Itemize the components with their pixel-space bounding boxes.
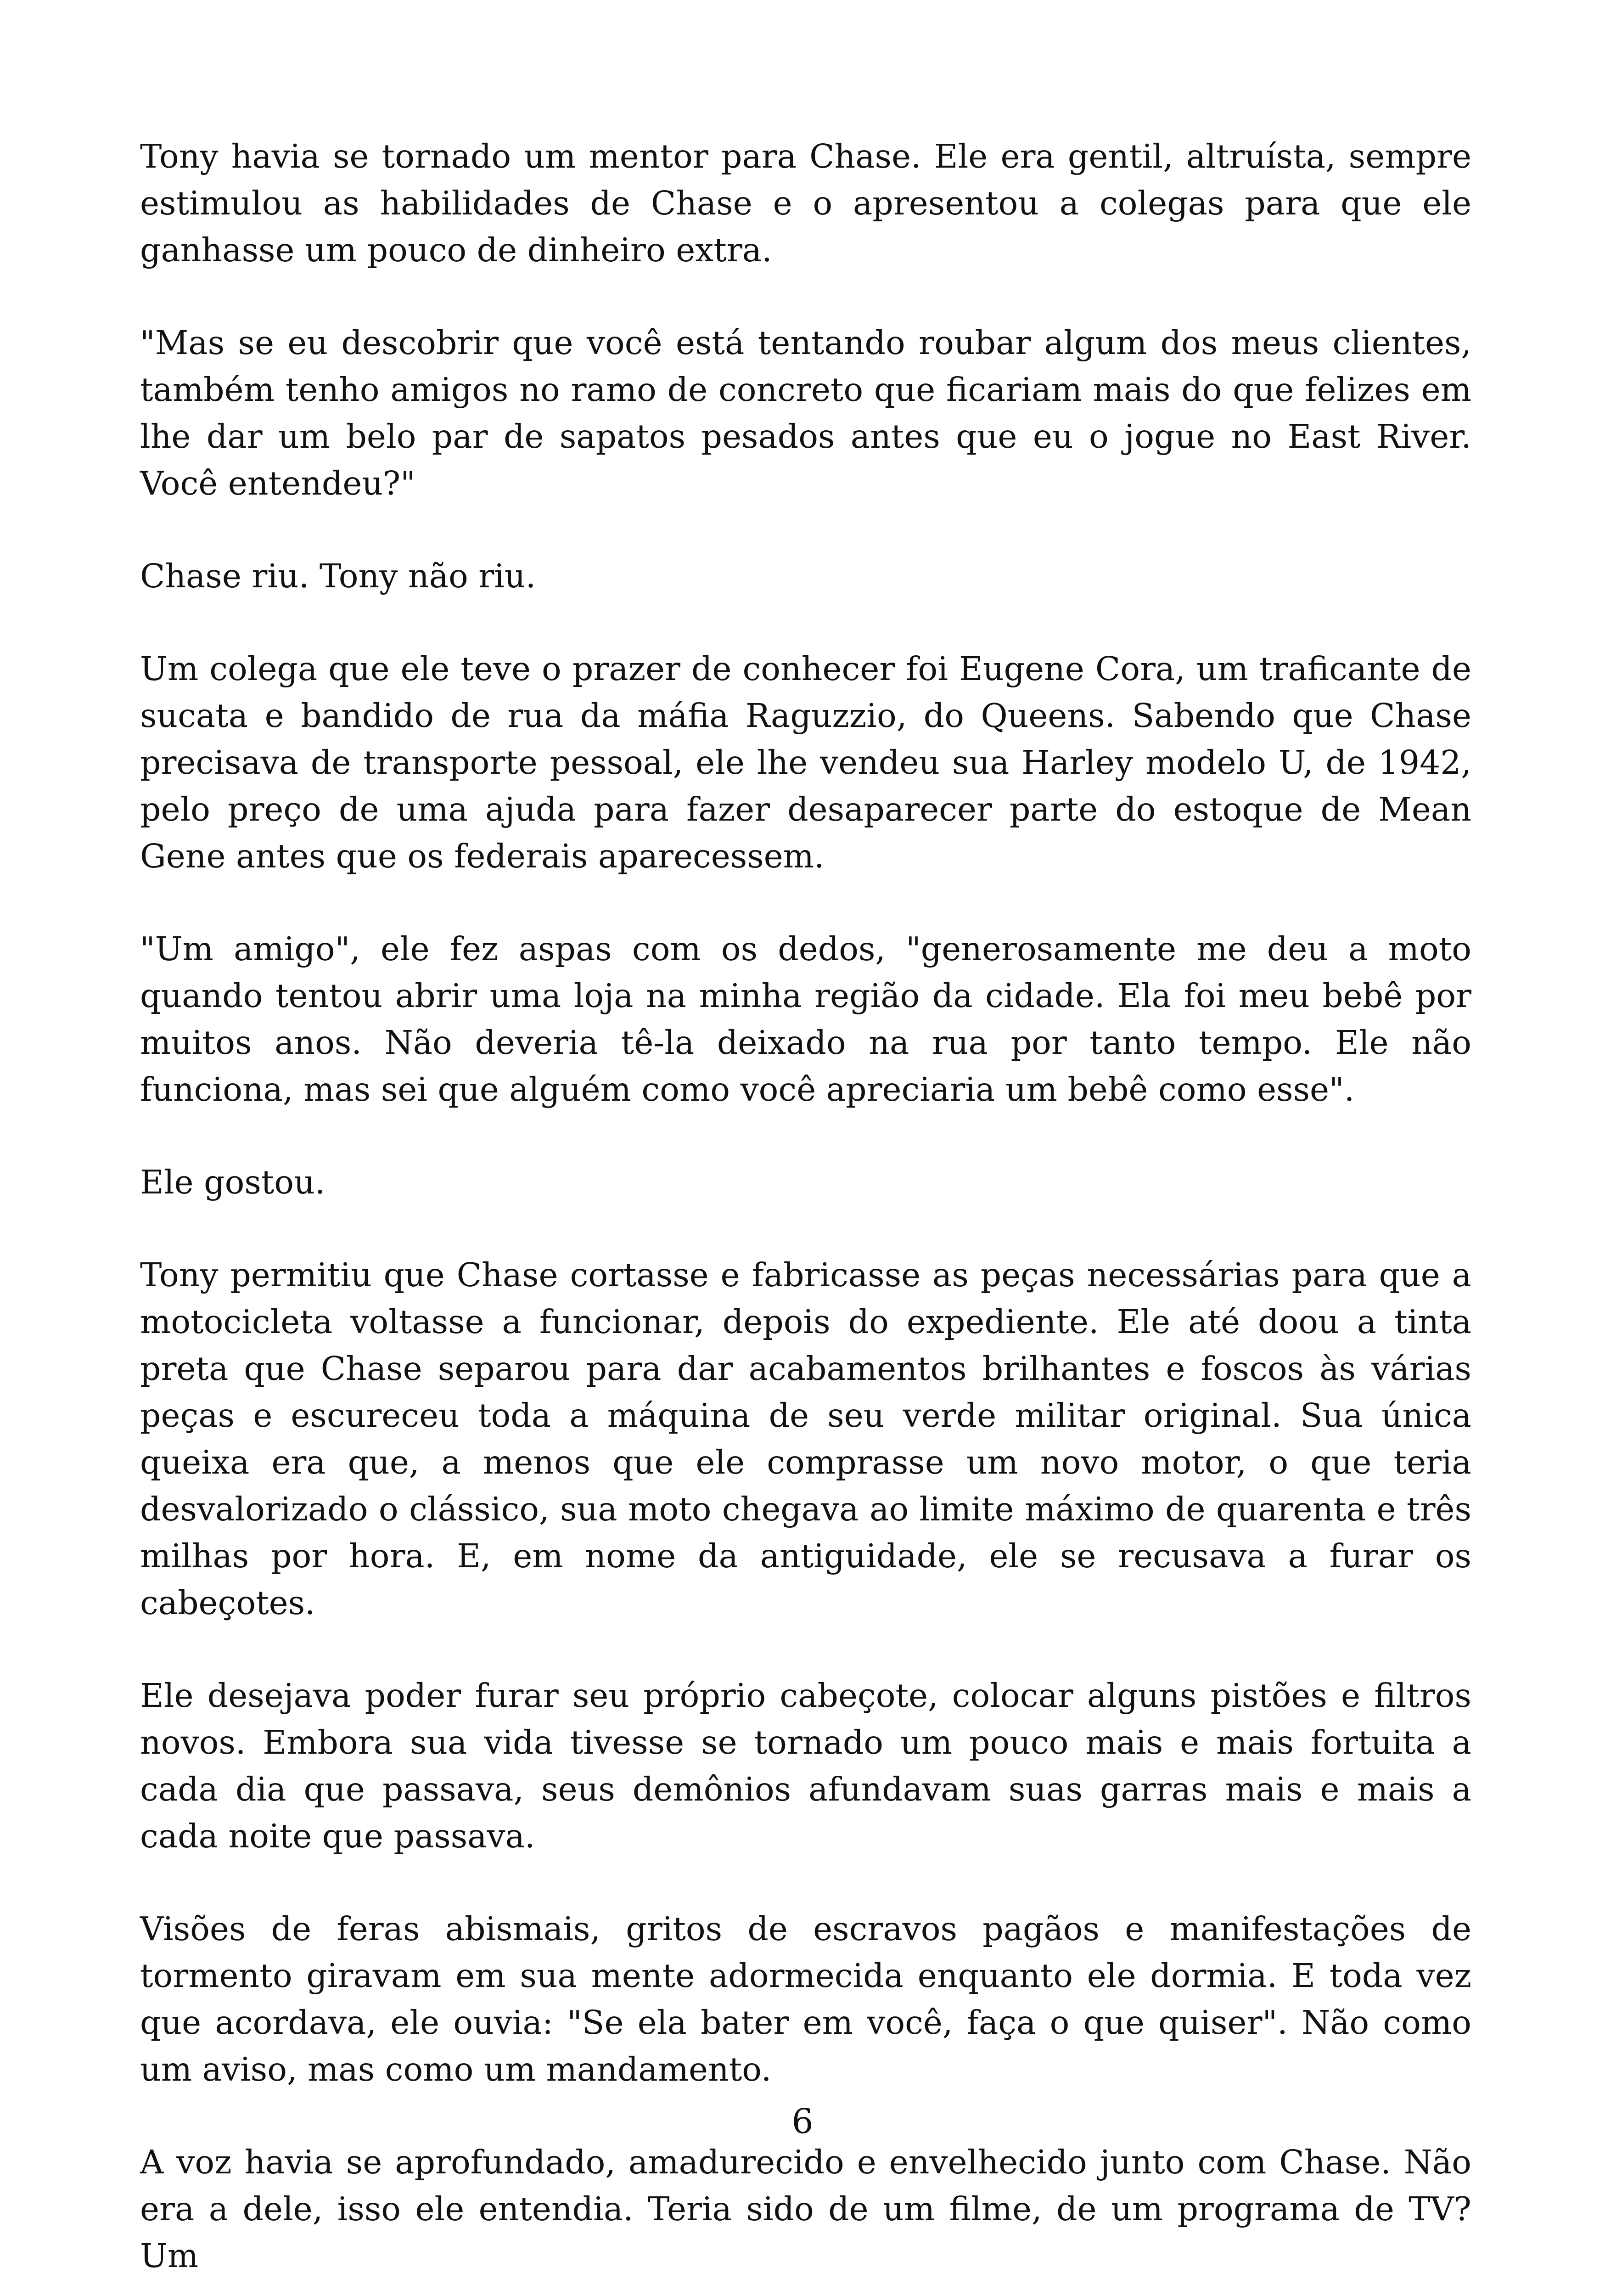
document-body [140,133,1471,2296]
paragraph-9: Visões de feras abismais, gritos de escravos pagãos e manifestações de tormento giravam em sua mente adormecida enquanto ele dormia. E toda vez que acordava, ele ouvia: "Se ela bater em você, faça o que quiser". Não como um aviso, mas como um mandamento. [140,1910,1471,2088]
paragraph-8: Ele desejava poder furar seu próprio cabeçote, colocar alguns pistões e filtros novos. Embora sua vida tivesse se tornado um pouco mais e mais fortuita a cada dia que passava, seus demônios afundavam suas garras mais e mais a cada noite que passava. [140,1677,1471,1855]
paragraph-2: "Mas se eu descobrir que você está tentando roubar algum dos meus clientes, também tenho amigos no ramo de concreto que ficariam mais do que felizes em lhe dar um belo par de sapatos pesados antes que eu o jogue no East River. Você entendeu?" [140,324,1471,502]
paragraph-6: Ele gostou. [140,1163,325,1201]
paragraph-4: Um colega que ele teve o prazer de conhecer foi Eugene Cora, um traficante de sucata e bandido de rua da máfia Raguzzio, do Queens. Sabendo que Chase precisava de transporte pessoal, ele lhe vendeu sua Harley modelo U, de 1942, pelo preço de uma ajuda para fazer desaparecer parte do estoque de Mean Gene antes que os federais aparecessem. [140,650,1471,875]
paragraph-3: Chase riu. Tony não riu. [140,557,536,595]
paragraph-1: Tony havia se tornado um mentor para Chase. Ele era gentil, altruísta, sempre estimulou as habilidades de Chase e o apresentou a colegas para que ele ganhasse um pouco de dinheiro extra. [140,137,1471,269]
paragraph-7: Tony permitiu que Chase cortasse e fabricasse as peças necessárias para que a motocicleta voltasse a funcionar, depois do expediente. Ele até doou a tinta preta que Chase separou para dar acabamentos brilhantes e foscos às várias peças e escureceu toda a máquina de seu verde militar original. Sua única queixa era que, a menos que ele comprasse um novo motor, o que teria desvalorizado o clássico, sua moto chegava ao limite máximo de quarenta e três milhas por hora. E, em nome da antiguidade, ele se recusava a furar os cabeçotes. [140,1256,1471,1622]
page-number: 6 [791,2102,814,2141]
paragraph-5: "Um amigo", ele fez aspas com os dedos, "generosamente me deu a moto quando tentou abrir uma loja na minha região da cidade. Ela foi meu bebê por muitos anos. Não deveria tê-la deixado na rua por tanto tempo. Ele não funciona, mas sei que alguém como você apreciaria um bebê como esse". [140,930,1471,1109]
paragraph-10: A voz havia se aprofundado, amadurecido e envelhecido junto com Chase. Não era a dele, isso ele entendia. Teria sido de um filme, de um programa de TV? Um [140,2143,1471,2275]
